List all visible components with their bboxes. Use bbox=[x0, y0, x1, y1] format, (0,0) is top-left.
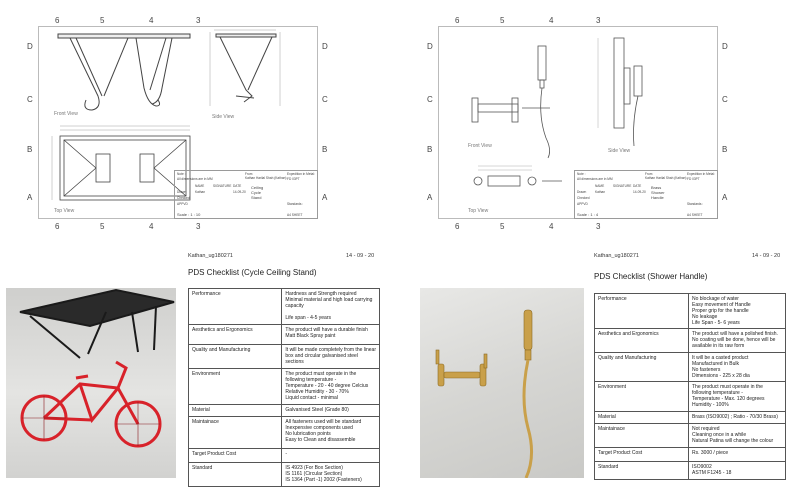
row-line: following temperature - bbox=[285, 377, 337, 383]
table-row bbox=[189, 417, 380, 449]
row-line: Life span - 4-5 years bbox=[285, 315, 331, 321]
tb-drawn-date: 14-09-20 bbox=[633, 190, 646, 194]
left-author: Kathan_ug180271 bbox=[188, 253, 233, 259]
row-value bbox=[689, 329, 786, 353]
tb-exp-label: Expedition in Metal: bbox=[287, 172, 315, 176]
row-value bbox=[689, 424, 786, 448]
tb-row-checked: Checked bbox=[577, 196, 590, 200]
row-line: ASTM F1245 - 18 bbox=[692, 470, 732, 476]
row-label: Target Product Cost bbox=[595, 448, 689, 462]
tb-dims-note: All dimensions are in MM bbox=[177, 177, 213, 181]
row-value bbox=[689, 448, 786, 462]
row-line: ISO9002 bbox=[692, 464, 712, 470]
row-line: Inexpensive components used bbox=[285, 425, 353, 431]
tb-row-appvd: APPVD bbox=[177, 202, 188, 206]
row-line: Temperature - 20 - 40 degree Celcius bbox=[285, 383, 369, 389]
tb-part-line-1: Brass bbox=[651, 185, 662, 190]
tb-scale: Scale : 1 : 4 bbox=[577, 212, 599, 217]
row-line: Proper grip for the handle bbox=[692, 308, 749, 314]
cycle-stand-render bbox=[6, 288, 176, 478]
tb-row-drawn: Drawn bbox=[177, 190, 187, 194]
row-line: sections bbox=[285, 359, 304, 365]
front-view-label: Front View bbox=[468, 143, 492, 149]
row-label: Target Product Cost bbox=[189, 449, 282, 463]
row-line: Brass (ISO9002) ; Ratio - 70/30 Brass) bbox=[692, 414, 778, 420]
right-title-block bbox=[574, 170, 718, 219]
zone-bottom-4: 4 bbox=[149, 222, 154, 231]
tb-scale: Scale : 1 : 10 bbox=[177, 212, 201, 217]
zone-top-4: 4 bbox=[549, 16, 554, 25]
row-label: Standard bbox=[595, 462, 689, 480]
table-row bbox=[189, 289, 380, 325]
tb-exp-value: FD 03PT bbox=[687, 177, 700, 181]
row-line: No coating will be done, hence will be bbox=[692, 337, 776, 343]
tb-col-name: NAME bbox=[595, 184, 605, 188]
row-line: - bbox=[285, 451, 288, 457]
tb-col-date: DATE bbox=[633, 184, 642, 188]
row-value bbox=[282, 417, 380, 449]
row-line: Humidity - 100% bbox=[692, 402, 729, 408]
row-line: box and circular galvanised steel bbox=[285, 353, 358, 359]
row-line: No fasteners bbox=[692, 367, 721, 373]
row-line: The product will have a durable finish bbox=[285, 327, 368, 333]
zone-side-a-right: A bbox=[722, 193, 728, 202]
tb-col-signature: SIGNATURE bbox=[213, 184, 232, 188]
row-value bbox=[282, 369, 380, 405]
table-row bbox=[189, 369, 380, 405]
zone-top-3: 3 bbox=[596, 16, 601, 25]
tb-col-signature: SIGNATURE bbox=[613, 184, 632, 188]
row-label: Quality and Manufacturing bbox=[595, 353, 689, 382]
zone-side-d-right: D bbox=[322, 42, 328, 51]
side-view-label: Side View bbox=[608, 148, 631, 154]
tb-row-drawn: Drawn bbox=[577, 190, 587, 194]
zone-side-b: B bbox=[427, 145, 433, 154]
zone-bottom-5: 5 bbox=[100, 222, 105, 231]
row-line: The product must operate in the bbox=[285, 371, 357, 377]
zone-bottom-3: 3 bbox=[596, 222, 601, 231]
tb-part-line-2: Shower bbox=[651, 190, 665, 195]
row-line: No blockage of water bbox=[692, 296, 739, 302]
tb-from-value: Kathan Harilal Shah (Kathan) bbox=[645, 176, 687, 180]
row-label: Maintainace bbox=[189, 417, 282, 449]
tb-part-line-3: Stand bbox=[251, 195, 262, 200]
row-line: Dimensions - 225 x 28 dia bbox=[692, 373, 750, 379]
left-page-title: PDS Checklist (Cycle Ceiling Stand) bbox=[188, 268, 317, 277]
zone-bottom-5: 5 bbox=[500, 222, 505, 231]
row-label: Performance bbox=[189, 289, 282, 325]
row-line: Life Span - 5- 6 years bbox=[692, 320, 740, 326]
table-row bbox=[595, 294, 786, 329]
zone-bottom-3: 3 bbox=[196, 222, 201, 231]
tb-row-appvd: APPVD bbox=[577, 202, 588, 206]
row-line: Relative Humidity - 30 - 70% bbox=[285, 389, 349, 395]
row-line: No lubrication points bbox=[285, 431, 331, 437]
table-row bbox=[595, 412, 786, 424]
tb-exp-label: Expedition in Metal: bbox=[687, 172, 715, 176]
front-view-label: Front View bbox=[54, 111, 78, 117]
row-line: Easy to Clean and disassemble bbox=[285, 437, 356, 443]
tb-standards: Standards : bbox=[687, 202, 704, 206]
left-date: 14 - 09 - 20 bbox=[346, 253, 375, 259]
zone-side-c: C bbox=[427, 95, 433, 104]
row-value bbox=[689, 412, 786, 424]
zone-bottom-4: 4 bbox=[549, 222, 554, 231]
tb-part-line-2: Cycle bbox=[251, 190, 262, 195]
row-value bbox=[689, 462, 786, 480]
table-row bbox=[189, 463, 380, 487]
row-label: Aesthetics and Ergonomics bbox=[595, 329, 689, 353]
zone-side-a-right: A bbox=[322, 193, 328, 202]
row-line: All fasteners used will be standard bbox=[285, 419, 362, 425]
top-view-label: Top View bbox=[54, 208, 75, 214]
tb-exp-value: FD 03PT bbox=[287, 177, 300, 181]
zone-side-b: B bbox=[27, 145, 33, 154]
top-view-label: Top View bbox=[468, 208, 489, 214]
row-label: Environment bbox=[189, 369, 282, 405]
zone-top-3: 3 bbox=[196, 16, 201, 25]
row-line: Matt Black Spray paint bbox=[285, 333, 336, 339]
zone-side-d: D bbox=[427, 42, 433, 51]
tb-from-value: Kathan Harilal Shah (Kathan) bbox=[245, 176, 287, 180]
zone-side-d-right: D bbox=[722, 42, 728, 51]
table-row bbox=[595, 424, 786, 448]
table-row bbox=[595, 353, 786, 382]
zone-side-a: A bbox=[427, 193, 433, 202]
zone-side-b-right: B bbox=[322, 145, 328, 154]
tb-col-name: NAME bbox=[195, 184, 205, 188]
tb-note: Note : bbox=[177, 172, 186, 176]
tb-from-label: From bbox=[245, 172, 253, 176]
zone-top-6: 6 bbox=[455, 16, 460, 25]
row-line: No leakage bbox=[692, 314, 718, 320]
row-line: Liquid contact - minimal bbox=[285, 395, 338, 401]
row-value bbox=[282, 405, 380, 417]
zone-bottom-6: 6 bbox=[455, 222, 460, 231]
tb-drawn-date: 14-09-20 bbox=[233, 190, 246, 194]
right-drawing-sheet bbox=[400, 0, 793, 235]
row-value bbox=[282, 289, 380, 325]
row-line: Temperature - Max. 120 degrees bbox=[692, 396, 765, 402]
row-line: It will be a casted product bbox=[692, 355, 749, 361]
row-label: Environment bbox=[595, 382, 689, 412]
tb-dims-note: All dimensions are in MM bbox=[577, 177, 613, 181]
tb-note: Note : bbox=[577, 172, 586, 176]
shower-handle-render bbox=[420, 288, 584, 478]
row-line: The product will have a polished finish. bbox=[692, 331, 778, 337]
row-line: The product must operate in the bbox=[692, 384, 763, 390]
row-line: Cleaning once in a while bbox=[692, 432, 747, 438]
row-line: IS 4923 (For Box Section) bbox=[285, 465, 343, 471]
row-label: Aesthetics and Ergonomics bbox=[189, 325, 282, 345]
zone-side-c-right: C bbox=[722, 95, 728, 104]
zone-top-6: 6 bbox=[55, 16, 60, 25]
row-value bbox=[282, 345, 380, 369]
left-pds-table bbox=[188, 288, 380, 487]
tb-row-checked: Checked bbox=[177, 196, 190, 200]
row-value bbox=[689, 353, 786, 382]
table-row bbox=[189, 405, 380, 417]
row-line: Not required bbox=[692, 426, 720, 432]
zone-side-a: A bbox=[27, 193, 33, 202]
zone-side-b-right: B bbox=[722, 145, 728, 154]
tb-part-line-3: Handle bbox=[651, 195, 664, 200]
row-line: Hardness and Strength required bbox=[285, 291, 357, 297]
row-label: Material bbox=[189, 405, 282, 417]
table-row bbox=[189, 345, 380, 369]
row-line: Manufactured in Bulk bbox=[692, 361, 739, 367]
tb-standards: Standards : bbox=[287, 202, 304, 206]
table-row bbox=[189, 449, 380, 463]
table-row bbox=[595, 462, 786, 480]
tb-sheet-id: A4 SHEET bbox=[687, 213, 703, 217]
row-line: capacity bbox=[285, 303, 304, 309]
row-line: Natural Patina will change the colour bbox=[692, 438, 774, 444]
row-line: Easy movement of Handle bbox=[692, 302, 751, 308]
row-line: available in its raw form bbox=[692, 343, 745, 349]
row-label: Material bbox=[595, 412, 689, 424]
tb-part-line-1: Ceiling bbox=[251, 185, 264, 190]
tb-from-label: From bbox=[645, 172, 653, 176]
row-value bbox=[282, 325, 380, 345]
row-line: Rs. 3000 / piece bbox=[692, 450, 729, 456]
tb-col-date: DATE bbox=[233, 184, 242, 188]
side-view-label: Side View bbox=[212, 114, 235, 120]
row-line: It will be made completely from the linear bbox=[285, 347, 376, 353]
tb-sheet-id: A4 SHEET bbox=[287, 213, 303, 217]
row-label: Performance bbox=[595, 294, 689, 329]
zone-side-c: C bbox=[27, 95, 33, 104]
row-line: IS 1161 (Circular Section) bbox=[285, 471, 343, 477]
right-author: Kathan_ug180271 bbox=[594, 253, 639, 259]
zone-top-4: 4 bbox=[149, 16, 154, 25]
tb-drawn-name: Kathan bbox=[595, 190, 606, 194]
zone-bottom-6: 6 bbox=[55, 222, 60, 231]
row-line: IS 1364 (Part -1) 2002 (Fasteners) bbox=[285, 477, 362, 483]
left-title-block bbox=[174, 170, 318, 219]
zone-top-5: 5 bbox=[100, 16, 105, 25]
row-label: Quality and Manufacturing bbox=[189, 345, 282, 369]
table-row bbox=[595, 448, 786, 462]
row-value bbox=[689, 294, 786, 329]
right-pds-table bbox=[594, 293, 786, 480]
row-value bbox=[282, 449, 380, 463]
row-label: Standard bbox=[189, 463, 282, 487]
left-drawing-sheet bbox=[0, 0, 393, 235]
right-date: 14 - 09 - 20 bbox=[752, 253, 781, 259]
row-value bbox=[689, 382, 786, 412]
row-value bbox=[282, 463, 380, 487]
zone-side-c-right: C bbox=[322, 95, 328, 104]
row-label: Maintainace bbox=[595, 424, 689, 448]
zone-side-d: D bbox=[27, 42, 33, 51]
table-row bbox=[189, 325, 380, 345]
right-page-title: PDS Checklist (Shower Handle) bbox=[594, 272, 708, 281]
table-row bbox=[595, 329, 786, 353]
tb-drawn-name: Kathan bbox=[195, 190, 206, 194]
row-line: Minimal material and high load carrying bbox=[285, 297, 373, 303]
row-line: Galvanised Steel (Grade 80) bbox=[285, 407, 349, 413]
zone-top-5: 5 bbox=[500, 16, 505, 25]
table-row bbox=[595, 382, 786, 412]
row-line: following temperature - bbox=[692, 390, 743, 396]
